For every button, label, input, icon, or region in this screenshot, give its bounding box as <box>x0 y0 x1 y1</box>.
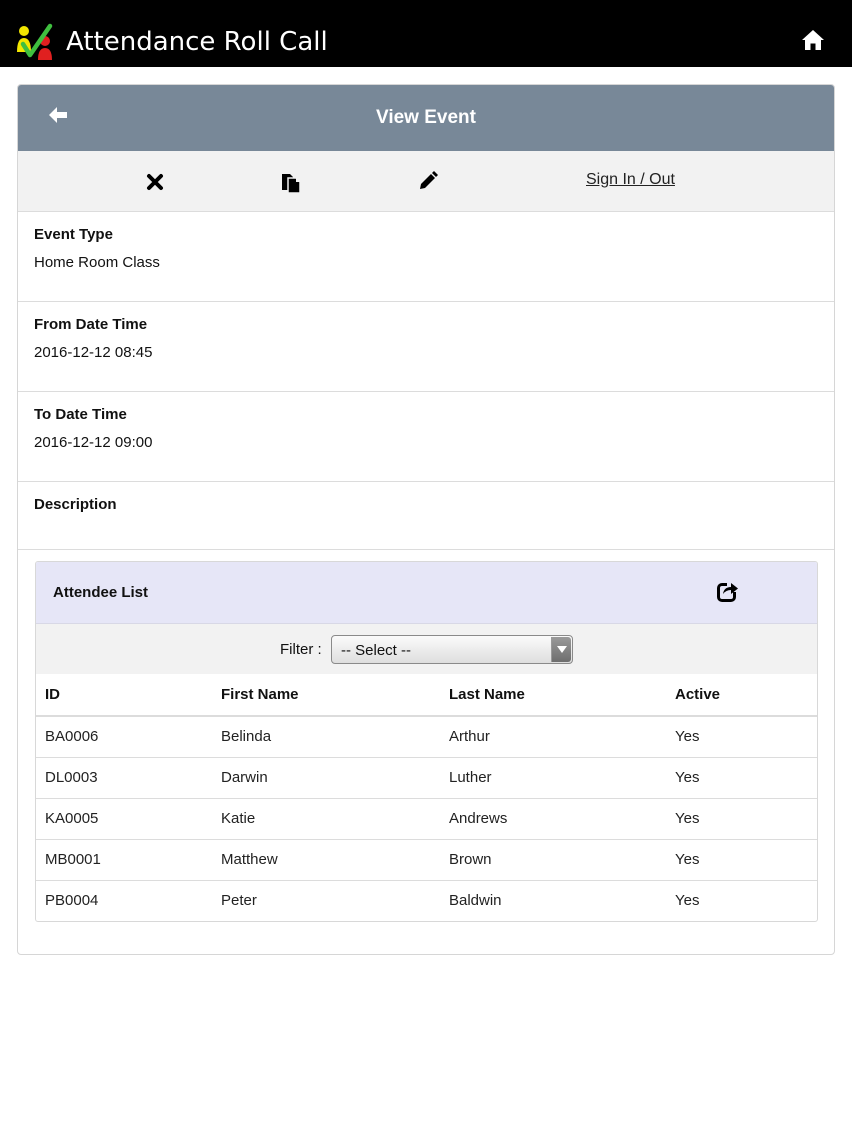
column-header-last-name[interactable]: Last Name <box>440 674 666 716</box>
attendance-logo <box>14 22 56 62</box>
event-type-label: Event Type <box>34 226 113 243</box>
field-description <box>18 482 834 550</box>
field-event-type <box>18 212 834 302</box>
cell-id: PB0004 <box>45 892 99 910</box>
back-arrow-icon[interactable] <box>46 103 70 127</box>
cell-active: Yes <box>675 892 700 910</box>
cell-id: BA0006 <box>36 716 212 757</box>
card-header <box>18 85 834 151</box>
close-icon[interactable] <box>142 169 168 195</box>
app-bar <box>0 0 852 67</box>
attendee-list-title: Attendee List <box>53 584 149 601</box>
cell-active: Yes <box>666 757 817 798</box>
cell-last-name: Luther <box>440 757 666 798</box>
cell-first-name: Katie <box>212 798 440 839</box>
cell-last-name: Andrews <box>440 798 666 839</box>
cell-first-name: Belinda <box>212 716 440 757</box>
to-date-time-value: 2016-12-12 09:00 <box>34 434 153 451</box>
cell-active: Yes <box>666 839 817 880</box>
attendee-table <box>36 674 817 921</box>
cell-first-name: Matthew <box>212 839 440 880</box>
table-row[interactable] <box>36 798 817 839</box>
table-row[interactable] <box>36 716 817 757</box>
table-row[interactable] <box>36 757 817 798</box>
event-type-value: Home Room Class <box>34 254 160 271</box>
attendee-panel-header <box>36 562 817 624</box>
from-date-time-label: From Date Time <box>34 316 148 333</box>
cell-id: KA0005 <box>36 798 212 839</box>
table-row[interactable] <box>36 839 817 880</box>
home-icon[interactable] <box>800 27 826 53</box>
filter-select-value: -- Select -- <box>341 642 412 659</box>
share-icon[interactable] <box>716 579 740 603</box>
field-from-date-time <box>18 302 834 392</box>
cell-first-name: Peter <box>221 892 257 910</box>
cell-last-name: Baldwin <box>449 892 502 910</box>
pencil-icon[interactable] <box>414 169 440 195</box>
app-title: Attendance Roll Call <box>66 27 328 57</box>
table-header-row <box>36 674 817 716</box>
page-title: View Event <box>376 107 476 128</box>
to-date-time-label: To Date Time <box>34 406 127 423</box>
cell-active: Yes <box>666 716 817 757</box>
cell-id: DL0003 <box>36 757 212 798</box>
event-card <box>17 84 835 955</box>
sign-in-out-link[interactable]: Sign In / Out <box>586 171 675 188</box>
copy-icon[interactable] <box>278 169 304 195</box>
field-to-date-time <box>18 392 834 482</box>
cell-active: Yes <box>666 798 817 839</box>
cell-last-name: Brown <box>440 839 666 880</box>
cell-last-name: Arthur <box>440 716 666 757</box>
event-toolbar <box>18 151 834 212</box>
from-date-time-value: 2016-12-12 08:45 <box>34 344 153 361</box>
description-label: Description <box>34 496 117 513</box>
filter-select[interactable] <box>331 635 573 664</box>
column-header-active[interactable]: Active <box>666 674 817 716</box>
column-header-first-name[interactable]: First Name <box>212 674 440 716</box>
filter-row <box>36 624 817 674</box>
chevron-down-icon <box>551 637 571 662</box>
attendee-panel <box>35 561 818 922</box>
cell-id: MB0001 <box>36 839 212 880</box>
filter-label: Filter : <box>280 641 322 658</box>
column-header-id[interactable]: ID <box>36 674 212 716</box>
table-row[interactable] <box>36 880 817 921</box>
cell-first-name: Darwin <box>212 757 440 798</box>
